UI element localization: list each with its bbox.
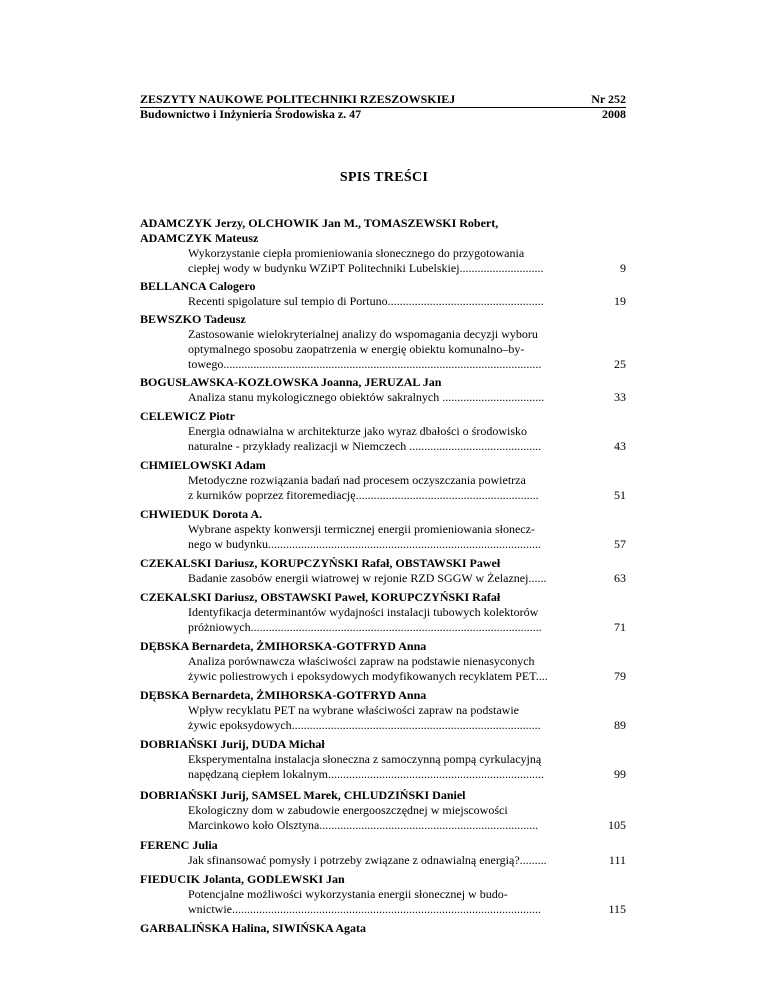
toc-entry-title: Energia odnawialna w architekturze jako wyraz dbałości o środowisko — [188, 424, 527, 438]
toc-entry — [140, 639, 626, 684]
toc-entry-authors: CZEKALSKI Dariusz, KORUPCZYŃSKI Rafał, OBSTAWSKI Paweł — [140, 556, 501, 570]
toc-entry — [140, 409, 626, 454]
toc-entry-title: ciepłej wody w budynku WZiPT Politechniki Lubelskiej............................ — [188, 261, 544, 275]
toc-entry-title: żywic epoksydowych................................................................................... — [188, 718, 541, 732]
toc-entry-page-number: 99 — [614, 767, 626, 781]
toc-entry-page-number: 89 — [614, 718, 626, 732]
toc-entry-authors: BEWSZKO Tadeusz — [140, 312, 246, 326]
toc-entry-page-number: 19 — [614, 294, 626, 308]
toc-entry-title: Analiza porównawcza właściwości zapraw na podstawie nienasyconych — [188, 654, 535, 668]
toc-entry-title: Eksperymentalna instalacja słoneczna z samoczynną pompą cyrkulacyjną — [188, 752, 542, 766]
toc-entry-page-number: 71 — [614, 620, 626, 634]
toc-entry-title: próżniowych................................................................................................. — [188, 620, 542, 634]
toc-entry-title: wnictwie....................................................................................................... — [188, 902, 541, 916]
issue-number: Nr 252 — [591, 92, 626, 106]
toc-entry-authors: CZEKALSKI Dariusz, OBSTAWSKI Paweł, KORUPCZYŃSKI Rafał — [140, 590, 501, 604]
toc-entry-title: towego.......................................................................................................... — [188, 357, 542, 371]
toc-entry — [140, 872, 626, 917]
toc-entry-authors: DĘBSKA Bernardeta, ŻMIHORSKA-GOTFRYD Anna — [140, 639, 427, 653]
toc-entry-authors: ADAMCZYK Jerzy, OLCHOWIK Jan M., TOMASZEWSKI Robert, — [140, 216, 499, 230]
toc-entry-page-number: 105 — [608, 818, 626, 832]
toc-entry-authors: DOBRIAŃSKI Jurij, SAMSEL Marek, CHLUDZIŃSKI Daniel — [140, 788, 466, 802]
toc-entry-page-number: 33 — [614, 390, 626, 404]
toc-entry-page-number: 9 — [620, 261, 626, 275]
toc-entry-authors: CHWIEDUK Dorota A. — [140, 507, 263, 521]
toc-entry-title: Metodyczne rozwiązania badań nad procesem oczyszczania powietrza — [188, 473, 526, 487]
page-title: SPIS TREŚCI — [339, 170, 429, 185]
toc-entry — [140, 838, 626, 868]
toc-entry-authors: BELLANCA Calogero — [140, 279, 256, 293]
toc-entry-title: Potencjalne możliwości wykorzystania energii słonecznej w budo- — [188, 887, 508, 901]
toc-entry-authors: ADAMCZYK Mateusz — [140, 231, 259, 245]
toc-entry-title: optymalnego sposobu zaopatrzenia w energię obiektu komunalno–by- — [188, 342, 525, 356]
toc-entry-authors: GARBALIŃSKA Halina, SIWIŃSKA Agata — [140, 921, 367, 935]
journal-header — [140, 92, 626, 122]
toc-entry — [140, 788, 626, 833]
series-name: Budownictwo i Inżynieria Środowiska z. 47 — [140, 107, 362, 121]
toc-entry-title: z kurników poprzez fitoremediację............................................................. — [188, 488, 539, 502]
toc-entry — [140, 590, 626, 635]
toc-entry-title: Zastosowanie wielokryterialnej analizy do wspomagania decyzji wyboru — [188, 327, 538, 341]
toc-entry-authors: FIEDUCIK Jolanta, GODLEWSKI Jan — [140, 872, 345, 886]
journal-name: ZESZYTY NAUKOWE POLITECHNIKI RZESZOWSKIEJ — [140, 92, 456, 106]
toc-entry — [140, 507, 626, 552]
toc-entry-title: Identyfikacja determinantów wydajności instalacji tubowych kolektorów — [188, 605, 539, 619]
toc-entry-page-number: 111 — [608, 853, 626, 867]
toc-entry-page-number: 57 — [614, 537, 626, 551]
toc-entry-title: Wpływ recyklatu PET na wybrane właściwości zapraw na podstawie — [188, 703, 520, 717]
toc-entry — [140, 737, 626, 782]
toc-entry-title: nego w budynku........................................................................................... — [188, 537, 541, 551]
toc-entry-title: naturalne - przykłady realizacji w Niemczech ............................................ — [188, 439, 542, 453]
toc-entry — [140, 279, 626, 309]
toc-entry-authors: BOGUSŁAWSKA-KOZŁOWSKA Joanna, JERUZAL Jan — [140, 375, 442, 389]
toc-entry-authors: CELEWICZ Piotr — [140, 409, 236, 423]
toc-entry-title: Analiza stanu mykologicznego obiektów sakralnych .................................. — [188, 390, 545, 404]
toc-entry-page-number: 63 — [614, 571, 626, 585]
toc-entry-title: Recenti spigolature sul tempio di Portuno.................................................... — [188, 294, 544, 308]
toc-entry-page-number: 25 — [614, 357, 626, 371]
toc-entry — [140, 688, 626, 733]
toc-entry-title: Ekologiczny dom w zabudowie energooszczędnej w miejscowości — [188, 803, 508, 817]
toc-entry-title: Marcinkowo koło Olsztyna......................................................................... — [188, 818, 539, 832]
toc-entry-page-number: 115 — [608, 902, 626, 916]
toc-entry — [140, 921, 626, 936]
toc-entry — [140, 556, 626, 586]
toc-entry — [140, 312, 626, 372]
toc-entry-title: napędzaną ciepłem lokalnym........................................................................ — [188, 767, 544, 781]
toc-entry-page-number: 51 — [614, 488, 626, 502]
toc-entry-page-number: 43 — [614, 439, 626, 453]
toc-entry-title: Badanie zasobów energii wiatrowej w rejonie RZD SGGW w Żelaznej...... — [188, 571, 547, 585]
toc-entry-page-number: 79 — [614, 669, 626, 683]
toc-entry — [140, 216, 626, 276]
header-rule — [140, 107, 626, 108]
toc-entry-authors: CHMIELOWSKI Adam — [140, 458, 266, 472]
toc-entry-title: żywic poliestrowych i epoksydowych modyfikowanych recyklatem PET.... — [188, 669, 548, 683]
issue-year: 2008 — [602, 107, 626, 121]
toc-entry-title: Jak sfinansować pomysły i potrzeby związane z odnawialną energią?......... — [188, 853, 547, 867]
toc-entry-title: Wybrane aspekty konwersji termicznej energii promieniowania słonecz- — [188, 522, 535, 536]
toc-entry-authors: DOBRIAŃSKI Jurij, DUDA Michał — [140, 737, 325, 751]
toc-entry — [140, 458, 626, 503]
toc-entry-title: Wykorzystanie ciepła promieniowania słonecznego do przygotowania — [188, 246, 525, 260]
toc-entry — [140, 375, 626, 405]
toc-entry-authors: DĘBSKA Bernardeta, ŻMIHORSKA-GOTFRYD Anna — [140, 688, 427, 702]
toc-entry-authors: FERENC Julia — [140, 838, 218, 852]
